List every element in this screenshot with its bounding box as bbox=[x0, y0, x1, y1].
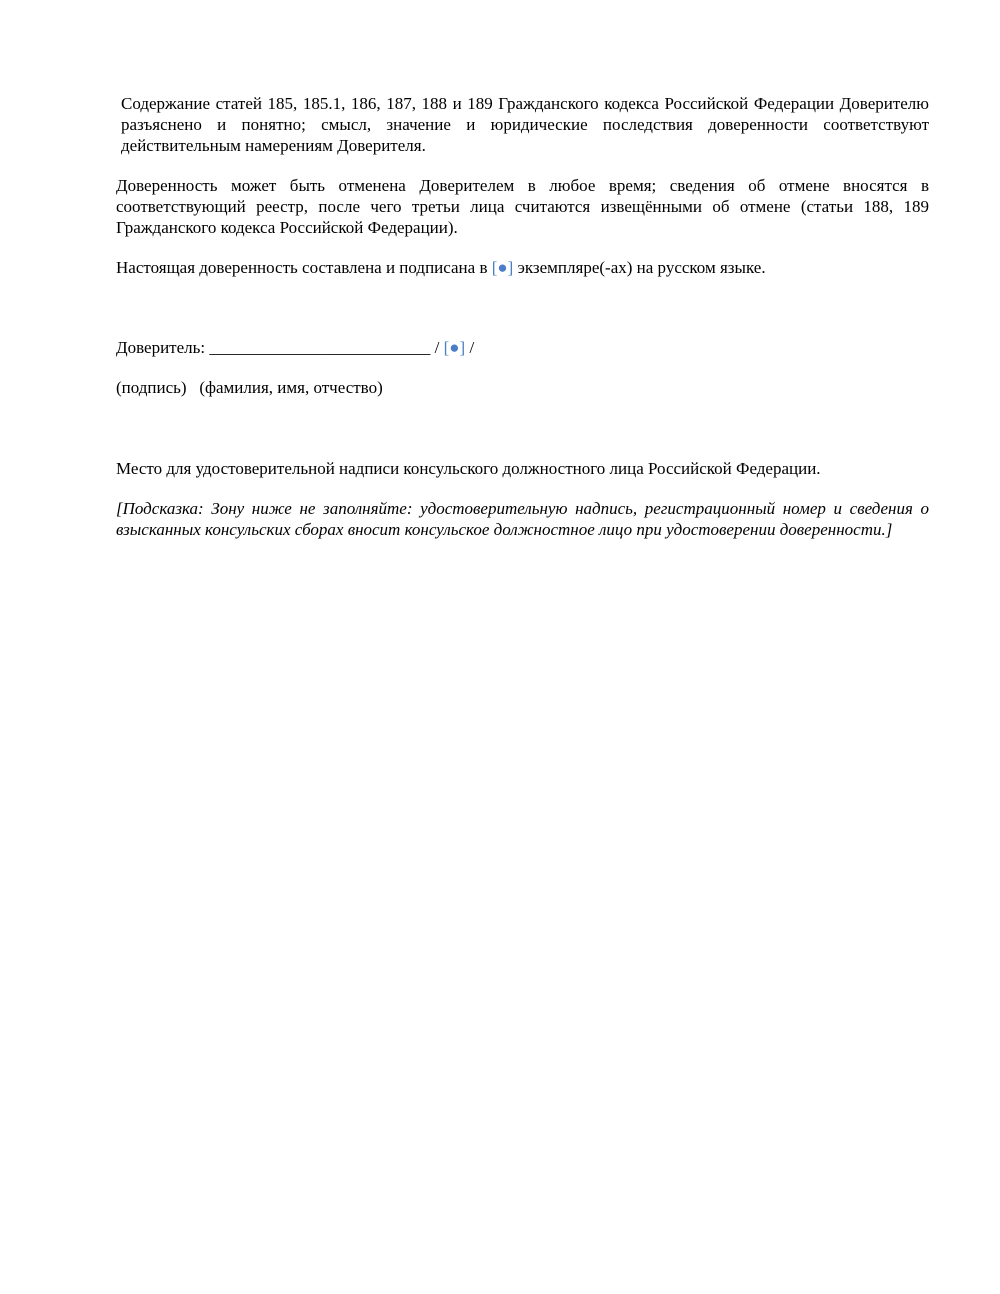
document-page bbox=[116, 93, 929, 559]
spacer bbox=[116, 417, 929, 458]
signature-separator-open: / bbox=[430, 338, 444, 357]
paragraph-copies bbox=[116, 257, 929, 278]
spacer bbox=[116, 297, 929, 337]
signature-blank[interactable]: __________________________ bbox=[209, 338, 431, 357]
copies-text-after: экземпляре(-ах) на русском языке. bbox=[513, 258, 766, 277]
caption-signature: (подпись) bbox=[116, 378, 187, 397]
signature-captions bbox=[116, 377, 929, 398]
signature-line bbox=[116, 337, 929, 358]
consular-hint: [Подсказка: Зону ниже не заполняйте: удостоверительную надпись, регистрационный номер и сведения о взысканных консульских сборах вносит консульское должностное лицо при удостоверении доверенности.] bbox=[116, 499, 929, 539]
copies-count-placeholder[interactable]: [●] bbox=[491, 258, 514, 277]
caption-full-name: (фамилия, имя, отчество) bbox=[199, 378, 383, 397]
principal-name-placeholder[interactable]: [●] bbox=[443, 338, 466, 357]
paragraph-articles-explained: Содержание статей 185, 185.1, 186, 187, 188 и 189 Гражданского кодекса Российской Федерации Доверителю разъяснено и понятно; смысл, значение и юридические последствия доверенности соответствуют действительным намерениям Доверителя. bbox=[121, 94, 929, 155]
principal-label: Доверитель: bbox=[116, 338, 210, 357]
signature-separator-close: / bbox=[465, 338, 475, 357]
consular-heading: Место для удостоверительной надписи консульского должностного лица Российской Федерации. bbox=[116, 459, 821, 478]
copies-text-before: Настоящая доверенность составлена и подписана в bbox=[116, 258, 492, 277]
paragraph-revocation: Доверенность может быть отменена Доверителем в любое время; сведения об отмене вносятся в соответствующий реестр, после чего третьи лица считаются извещёнными об отмене (статьи 188, 189 Гражданского кодекса Российской Федерации). bbox=[116, 176, 929, 237]
